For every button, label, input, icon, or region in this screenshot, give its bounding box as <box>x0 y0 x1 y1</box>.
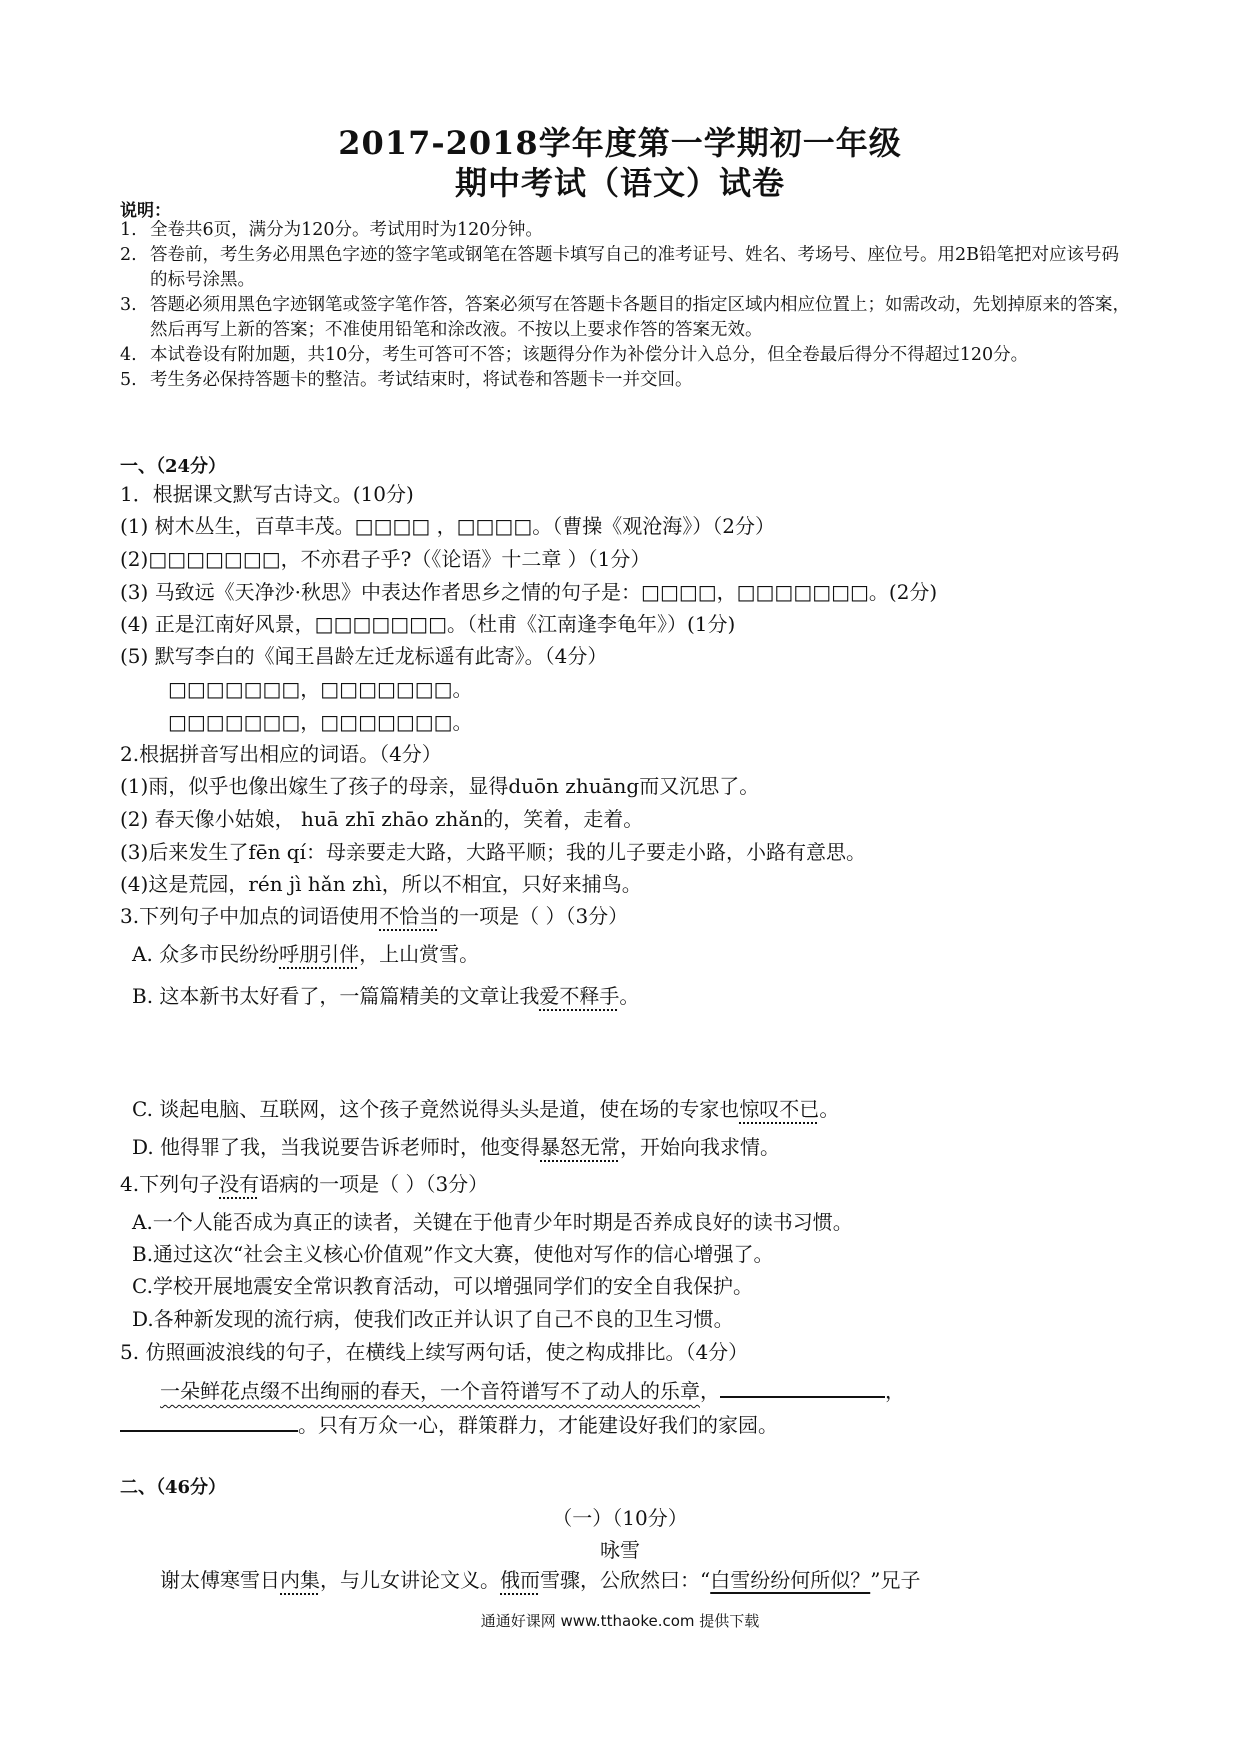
q4-title <box>120 1168 1140 1200</box>
passage-text: ，与儿女讲论文义。 <box>320 1568 500 1592</box>
option-text: 。 <box>819 1097 840 1121</box>
q5-answer-blank-2[interactable] <box>120 1406 298 1432</box>
option-text: C. 谈起电脑、互联网，这个孩子竟然说得头头是道，使在场的专家也 <box>132 1097 740 1121</box>
q1-item-5: (5) 默写李白的《闻王昌龄左迁龙标遥有此寄》。（4分） <box>120 644 608 668</box>
q4-option-d: D.各种新发现的流行病，使我们改正并认识了自己不良的卫生习惯。 <box>132 1307 734 1331</box>
instruction-text: 答题必须用黑色字迹钢笔或签字笔作答，答案必须写在答题卡各题目的指定区域内相应位置上；如需改动，先划掉原来的答案，然后再写上新的答案；不准使用铅笔和涂改液。不按以上要求作答的答案无效。 <box>150 295 1130 340</box>
option-text: ，上山赏雪。 <box>359 942 480 966</box>
instruction-number: 1. <box>120 220 137 240</box>
footer-credit: 通通好课网 www.tthaoke.com 提供下载 <box>480 1612 760 1630</box>
q5-title: 5. 仿照画波浪线的句子，在横线上续写两句话，使之构成排比。（4分） <box>120 1340 749 1364</box>
option-emph: 爱不释手 <box>539 984 620 1008</box>
instruction-item <box>120 218 1130 243</box>
q2-item-4: (4)这是荒园，rén jì hǎn zhì，所以不相宜，只好来捕鸟。 <box>120 872 642 896</box>
q5-line-1 <box>160 1372 1180 1407</box>
instruction-item <box>120 243 1130 293</box>
q4-option-a: A.一个人能否成为真正的读者，关键在于他青少年时期是否养成良好的读书习惯。 <box>132 1210 853 1234</box>
passage-emph: 俄而 <box>500 1568 540 1592</box>
instruction-number: 4. <box>120 345 137 365</box>
option-text: B. 这本新书太好看了，一篇篇精美的文章让我 <box>132 984 540 1008</box>
q1-blank-line-1: □□□□□□□，□□□□□□□。 <box>168 677 473 701</box>
instruction-number: 2. <box>120 245 137 265</box>
passage-emph: 内集 <box>280 1568 320 1592</box>
passage-title: 咏雪 <box>600 1538 640 1562</box>
section2-sub-heading: （一）（10分） <box>552 1506 688 1530</box>
q1-item-3: (3) 马致远《天净沙·秋思》中表达作者思乡之情的句子是：□□□□，□□□□□□□。(2分) <box>120 580 938 604</box>
option-text: ，开始向我求情。 <box>620 1135 781 1159</box>
instruction-item <box>120 368 1130 393</box>
q1-item-1: (1) 树木丛生，百草丰茂。□□□□ ，□□□□。（曹操《观沧海》）（2分） <box>120 514 775 538</box>
passage-text: 雪骤，公欣然曰：“ <box>540 1568 711 1592</box>
option-text: 。 <box>619 984 640 1008</box>
instruction-number: 5. <box>120 370 137 390</box>
q5-comma: ， <box>885 1379 905 1403</box>
q3-title-pre: 3.下列句子中加点的词语使用 <box>120 904 380 928</box>
q3-title-emph: 不恰当 <box>379 904 440 928</box>
q1-title: 1．根据课文默写古诗文。(10分) <box>120 482 414 506</box>
exam-title-line1: 2017-2018学年度第一学期初一年级 <box>338 124 902 162</box>
option-text: D. 他得罪了我，当我说要告诉老师时，他变得 <box>132 1135 541 1159</box>
q2-item-3: (3)后来发生了fēn qí：母亲要走大路，大路平顺；我的儿子要走小路，小路有意思。 <box>120 840 867 864</box>
instructions-list <box>120 218 1130 393</box>
option-text: A. 众多市民纷纷 <box>132 942 280 966</box>
q1-blank-line-2: □□□□□□□，□□□□□□□。 <box>168 710 473 734</box>
q4-title-pre: 4.下列句子 <box>120 1172 220 1196</box>
q5-comma: ， <box>700 1379 720 1403</box>
q1-item-2: (2)□□□□□□□，不亦君子乎?（《论语》十二章 ）（1分） <box>120 547 651 571</box>
passage-underlined: 白雪纷纷何所似？ <box>710 1568 871 1592</box>
q4-title-post: 语病的一项是（ ）（3分） <box>259 1172 489 1196</box>
instruction-text: 本试卷设有附加题，共10分，考生可答可不答；该题得分作为补偿分计入总分，但全卷最后得分不得超过120分。 <box>150 345 1029 365</box>
q5-tail: 。只有万众一心，群策群力，才能建设好我们的家园。 <box>298 1413 778 1437</box>
q3-option-c <box>132 1093 1152 1125</box>
q4-title-emph: 没有 <box>219 1172 260 1196</box>
instruction-text: 全卷共6页，满分为120分。考试用时为120分钟。 <box>150 220 543 240</box>
option-emph: 惊叹不已 <box>739 1097 820 1121</box>
q2-title: 2.根据拼音写出相应的词语。（4分） <box>120 742 442 766</box>
q3-option-a <box>132 938 1152 970</box>
q3-title-post: 的一项是（ ）（3分） <box>439 904 629 928</box>
q5-line-2 <box>120 1406 1140 1441</box>
q4-option-c: C.学校开展地震安全常识教育活动，可以增强同学们的安全自我保护。 <box>132 1274 753 1298</box>
q5-wavy-sentence: 一朵鲜花点缀不出绚丽的春天，一个音符谱写不了动人的乐章 <box>160 1379 700 1403</box>
passage-line-1 <box>160 1564 1180 1596</box>
section2-heading: 二、（46分） <box>120 1477 227 1498</box>
q2-item-2: (2) 春天像小姑娘， huā zhī zhāo zhǎn的，笑着，走着。 <box>120 807 644 831</box>
instruction-text: 考生务必保持答题卡的整洁。考试结束时，将试卷和答题卡一并交回。 <box>150 370 693 390</box>
section1-heading: 一、（24分） <box>120 456 227 477</box>
q4-option-b: B.通过这次“社会主义核心价值观”作文大赛，使他对写作的信心增强了。 <box>132 1242 774 1266</box>
instruction-number: 3. <box>120 295 137 315</box>
q3-option-b <box>132 980 1152 1012</box>
q5-answer-blank-1[interactable] <box>720 1372 885 1398</box>
instruction-item <box>120 343 1130 368</box>
instruction-item <box>120 293 1130 343</box>
instructions-label: 说明： <box>120 201 171 221</box>
instruction-text: 答卷前，考生务必用黑色字迹的签字笔或钢笔在答题卡填写自己的准考证号、姓名、考场号、座位号。用2B铅笔把对应该号码的标号涂黑。 <box>150 245 1119 290</box>
option-emph: 暴怒无常 <box>540 1135 621 1159</box>
exam-title-line2: 期中考试（语文）试卷 <box>454 164 785 202</box>
q3-title <box>120 900 1140 932</box>
q1-item-4: (4) 正是江南好风景，□□□□□□□。（杜甫《江南逢李龟年》）(1分) <box>120 612 736 636</box>
q2-item-1: (1)雨，似乎也像出嫁生了孩子的母亲，显得duōn zhuāng而又沉思了。 <box>120 774 760 798</box>
q3-option-d <box>132 1131 1152 1163</box>
passage-text: ”兄子 <box>870 1568 921 1592</box>
passage-text: 谢太傅寒雪日 <box>160 1568 280 1592</box>
option-emph: 呼朋引伴 <box>279 942 360 966</box>
